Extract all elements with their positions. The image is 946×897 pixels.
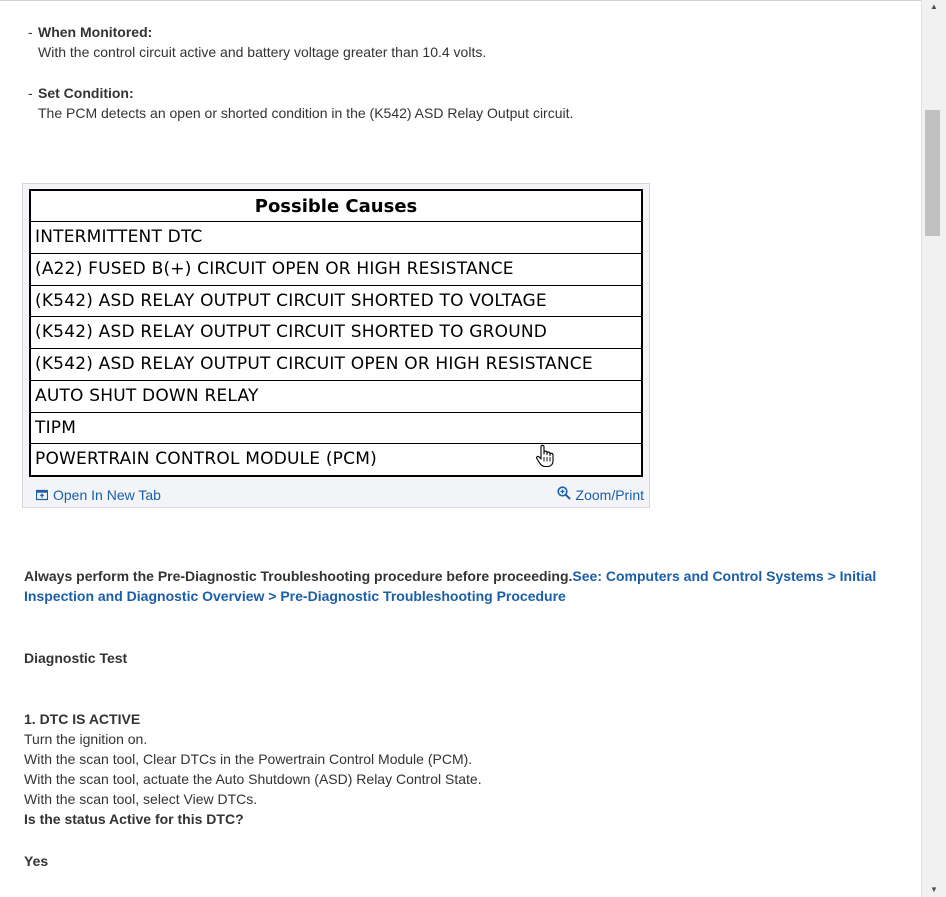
hand-cursor-icon bbox=[535, 444, 555, 468]
open-new-tab-icon bbox=[36, 489, 48, 501]
step-1-line: With the scan tool, Clear DTCs in the Powertrain Control Module (PCM). bbox=[24, 751, 473, 767]
cause-row: (K542) ASD RELAY OUTPUT CIRCUIT OPEN OR HIGH RESISTANCE bbox=[31, 349, 641, 381]
diagnostic-test-heading: Diagnostic Test bbox=[24, 650, 128, 666]
step-1-line: Turn the ignition on. bbox=[24, 731, 148, 747]
bullet-dash: - bbox=[28, 24, 33, 40]
scroll-down-arrow-icon[interactable]: ▼ bbox=[930, 885, 938, 894]
when-monitored-label: When Monitored: bbox=[38, 24, 153, 40]
cause-row: INTERMITTENT DTC bbox=[31, 222, 641, 254]
scroll-thumb[interactable] bbox=[925, 110, 940, 236]
set-condition-label: Set Condition: bbox=[38, 85, 134, 101]
step-1-question: Is the status Active for this DTC? bbox=[24, 811, 244, 827]
possible-causes-table bbox=[29, 189, 643, 477]
zoom-icon bbox=[557, 486, 571, 500]
bullet-dash: - bbox=[28, 85, 33, 101]
cause-row: POWERTRAIN CONTROL MODULE (PCM) bbox=[35, 449, 377, 470]
pre-diagnostic-link[interactable]: See: Computers and Control Systems > Initial Inspection and Diagnostic Overview > Pre-Diagnostic Troubleshooting Procedure bbox=[24, 568, 877, 604]
set-condition-text: The PCM detects an open or shorted condition in the (K542) ASD Relay Output circuit. bbox=[38, 105, 574, 121]
vertical-scrollbar[interactable] bbox=[921, 0, 946, 897]
zoom-print-label: Zoom/Print bbox=[575, 487, 644, 503]
cause-row: (K542) ASD RELAY OUTPUT CIRCUIT SHORTED TO VOLTAGE bbox=[31, 286, 641, 318]
step-1 bbox=[24, 709, 904, 829]
step-1-line: With the scan tool, actuate the Auto Shutdown (ASD) Relay Control State. bbox=[24, 771, 482, 787]
open-new-tab-label: Open In New Tab bbox=[53, 487, 161, 503]
cause-row: (K542) ASD RELAY OUTPUT CIRCUIT SHORTED TO GROUND bbox=[31, 317, 641, 349]
possible-causes-figure[interactable] bbox=[22, 183, 650, 508]
causes-table-title: Possible Causes bbox=[31, 191, 641, 222]
top-divider bbox=[0, 0, 921, 1]
cause-row: TIPM bbox=[31, 413, 641, 445]
cause-row: AUTO SHUT DOWN RELAY bbox=[31, 381, 641, 413]
open-new-tab-link[interactable] bbox=[36, 485, 161, 505]
answer-yes: Yes bbox=[24, 853, 49, 869]
step-1-title: 1. DTC IS ACTIVE bbox=[24, 711, 141, 727]
pre-diagnostic-note bbox=[24, 566, 904, 606]
cause-row: (A22) FUSED B(+) CIRCUIT OPEN OR HIGH RESISTANCE bbox=[31, 254, 641, 286]
pre-diagnostic-text: Always perform the Pre-Diagnostic Troubleshooting procedure before proceeding. bbox=[24, 568, 573, 584]
when-monitored-text: With the control circuit active and battery voltage greater than 10.4 volts. bbox=[38, 44, 487, 60]
step-1-line: With the scan tool, select View DTCs. bbox=[24, 791, 258, 807]
scroll-up-arrow-icon[interactable]: ▲ bbox=[930, 2, 938, 11]
zoom-print-link[interactable] bbox=[557, 485, 644, 505]
